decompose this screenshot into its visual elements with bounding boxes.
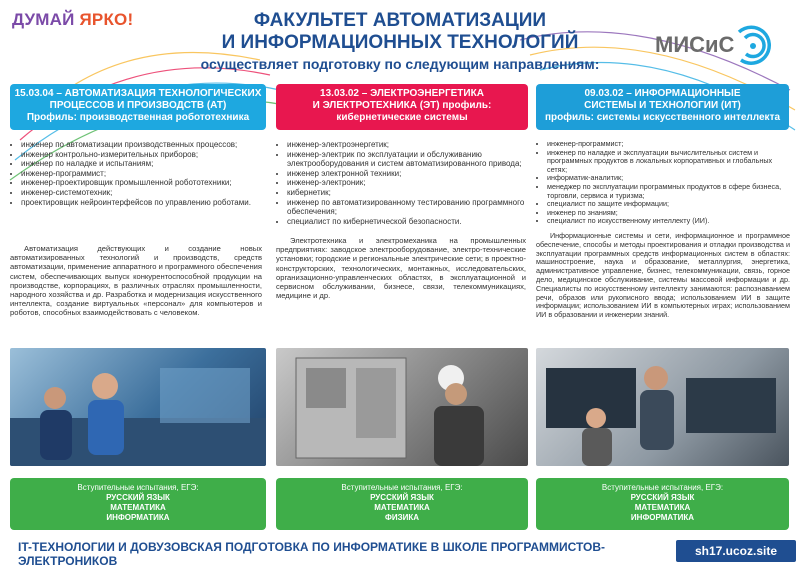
exam-subject: ФИЗИКА xyxy=(385,513,419,522)
title-line2: И ИНФОРМАЦИОННЫХ ТЕХНОЛОГИЙ xyxy=(221,32,579,53)
exam-subject: МАТЕМАТИКА xyxy=(110,503,166,512)
photo-engineer-at-console xyxy=(10,348,266,466)
exam-subject: ИНФОРМАТИКА xyxy=(106,513,170,522)
list-item: • специалист по защите информации; xyxy=(547,200,790,209)
jobs-list-et xyxy=(276,140,526,226)
title-line1: ФАКУЛЬТЕТ АВТОМАТИЗАЦИИ xyxy=(253,10,547,31)
direction-header-at xyxy=(10,84,266,130)
photo-programmers xyxy=(536,348,789,466)
exam-subject: ИНФОРМАТИКА xyxy=(630,513,695,522)
tagline-part2: ЯРКО! xyxy=(79,10,134,29)
list-item: • инженер по автоматизации производственных процессов; xyxy=(21,140,260,150)
header-code-line2: И ЭЛЕКТРОТЕХНИКА (ЭТ) профиль: xyxy=(312,100,492,111)
exam-subject: МАТЕМАТИКА xyxy=(634,503,691,512)
misis-logo xyxy=(655,22,775,72)
header-code-line1: 13.03.02 – ЭЛЕКТРОЭНЕРГЕТИКА xyxy=(320,88,484,99)
header-code-line2: СИСТЕМЫ И ТЕХНОЛОГИИ (ИТ) xyxy=(584,100,741,111)
list-item: • инженер по наладке и испытаниям; xyxy=(21,159,260,169)
list-item: • инженер электронной техники; xyxy=(287,169,526,179)
tagline-part1: ДУМАЙ xyxy=(12,10,80,29)
list-item: • инженер-электрик по эксплуатации и обслуживанию электрооборудования и систем автоматизированного привода; xyxy=(287,150,526,169)
list-item: • инженер-электроэнергетик; xyxy=(287,140,526,150)
list-item: • инженер-электроник; xyxy=(287,178,526,188)
list-item: • инженер-системотехник; xyxy=(21,188,260,198)
watermark: sh17.ucoz.site xyxy=(676,540,796,562)
exam-subject: МАТЕМАТИКА xyxy=(374,503,430,512)
tagline xyxy=(12,10,133,30)
exam-subject: РУССКИЙ ЯЗЫК xyxy=(106,493,170,502)
photo-illustration xyxy=(536,348,789,466)
exam-label: Вступительные испытания, ЕГЭ: xyxy=(341,483,463,492)
direction-header-et xyxy=(276,84,528,130)
exam-label: Вступительные испытания, ЕГЭ: xyxy=(77,483,199,492)
logo-arcs-icon xyxy=(733,22,775,68)
list-item: • специалист по искусственному интеллекту (ИИ). xyxy=(547,217,790,226)
exam-subject: РУССКИЙ ЯЗЫК xyxy=(370,493,434,502)
header-code-line2: ПРОЦЕССОВ И ПРОИЗВОДСТВ (АТ) xyxy=(49,100,227,111)
list-item: • инженер контрольно-измерительных приборов; xyxy=(21,150,260,160)
page-subtitle: осуществляет подготовку по следующим направлениям: xyxy=(200,56,600,72)
photo-illustration xyxy=(276,348,528,466)
logo-text: МИСиС xyxy=(655,32,735,57)
list-item: • инженер-программист; xyxy=(21,169,260,179)
jobs-list-it xyxy=(536,140,790,226)
description-it: Информационные системы и сети, информационное и программное обеспечение, способы и методы проектирования и отладки производства и эксплуатации программных средств информационных систем в областях: машиностроение, наука и образование, металлургия, энергетика, административное управление, бизнес, телекоммуникации, связь, горное дело, медицинское обслуживание, системы массовой информации и др. Специалисты по искусственному интеллекту занимаются: распознаванием речи, образов или рукописного ввода; использованием ИИ в защите информации; использованием ИИ в компьютерных играх; использованием ИИ в образовании и инженерии знаний. xyxy=(536,231,790,320)
exams-box-it xyxy=(536,478,789,530)
list-item: • инженер-программист; xyxy=(547,140,790,149)
list-item: • специалист по кибернетической безопасности. xyxy=(287,217,526,227)
header-code-line1: 09.03.02 – ИНФОРМАЦИОННЫЕ xyxy=(584,88,741,99)
list-item: • менеджер по эксплуатации программных продуктов в сфере бизнеса, торговли, сервиса и туризма; xyxy=(547,183,790,200)
header-profile: кибернетические системы xyxy=(336,112,468,123)
list-item: • кибернетик; xyxy=(287,188,526,198)
jobs-list-at xyxy=(10,140,260,207)
list-item: • инженер-проектировщик промышленной робототехники; xyxy=(21,178,260,188)
description-et: Электротехника и электромеханика на промышленных предприятиях: заводское электрооборудование, электро-технические установки; городские и региональные электрические сети; в проектно-конструкторских, технологических, монтажных, исследовательских, организационно-управленческих областях, в эксплуатационной и сервисном обслуживании, бизнесе, связи, телекоммуникациях, медицине и др. xyxy=(276,236,526,301)
exam-subject: РУССКИЙ ЯЗЫК xyxy=(630,493,695,502)
list-item: • инженер по наладке и эксплуатации вычислительных систем и программных продуктов в локальных корпоративных и глобальных сетях; xyxy=(547,149,790,175)
exam-label: Вступительные испытания, ЕГЭ: xyxy=(601,483,724,492)
header-profile: профиль: системы искусственного интеллекта xyxy=(544,112,781,123)
page-title xyxy=(200,10,600,54)
photo-electrical-cabinet xyxy=(276,348,528,466)
header-profile: Профиль: производственная робототехника xyxy=(26,112,250,123)
list-item: • инженер по знаниям; xyxy=(547,209,790,218)
list-item: • информатик-аналитик; xyxy=(547,174,790,183)
header-code-line1: 15.03.04 – АВТОМАТИЗАЦИЯ ТЕХНОЛОГИЧЕСКИХ xyxy=(14,88,262,99)
list-item: • проектировщик нейроинтерфейсов по управлению роботами. xyxy=(21,198,260,208)
exams-box-at xyxy=(10,478,266,530)
description-at: Автоматизация действующих и создание новых автоматизированных технологий и производств, средств автоматизации, применение аппаратного и программного обеспечения систем, обеспечивающих выпуск конкурентоспособной продукции на производстве, корпорациях, в различных отраслях промышленности, народного хозяйства и др. Разработка и модернизация искусственного интеллекта, создание виртуальных «персонал» для компьютеров и роботов, способных взаимодействовать с человеком. xyxy=(10,244,262,318)
photo-illustration xyxy=(10,348,266,466)
direction-header-it xyxy=(536,84,789,130)
footer-text: IT-ТЕХНОЛОГИИ И ДОВУЗОВСКАЯ ПОДГОТОВКА ПО ИНФОРМАТИКЕ В ШКОЛЕ ПРОГРАММИСТОВ-ЭЛЕКТРОНИКОВ xyxy=(18,540,605,568)
list-item: • инженер по автоматизированному тестированию программного обеспечения; xyxy=(287,198,526,217)
exams-box-et xyxy=(276,478,528,530)
